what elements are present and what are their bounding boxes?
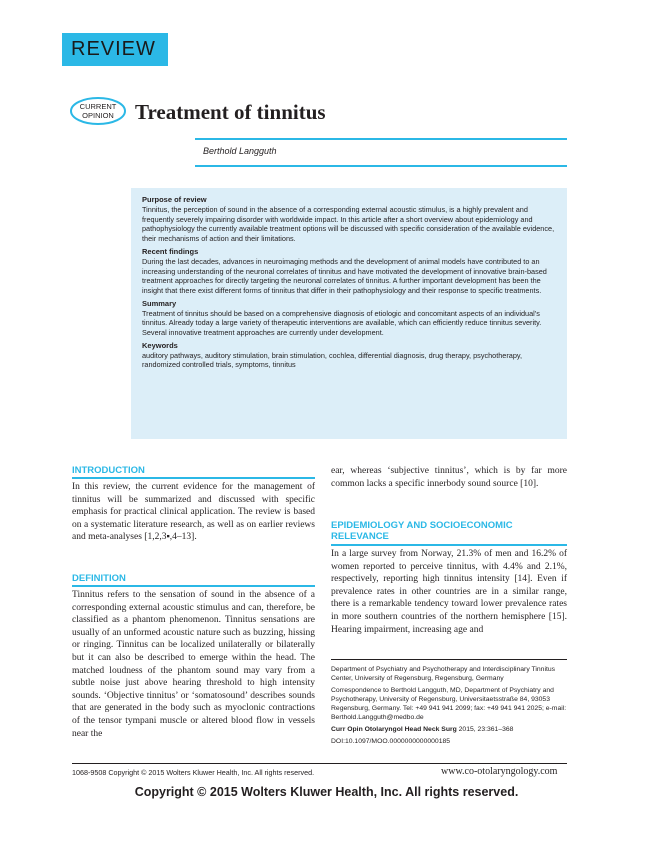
epidemiology-text: In a large survey from Norway, 21.3% of men and 16.2% of women reported to perceive tinnitus, with 4.4% and 2.1%, respectively, reporting high tinnitus intensity [14]. Even if prevalence rates in other countries are in a similar range, there is a remarkable tendency toward lower prevalence rates in more southern countries of the northern hemisphere [15]. Hearing impairment, increasing age and [331, 549, 567, 635]
epidemiology-section [331, 520, 567, 542]
definition-heading: DEFINITION [72, 573, 126, 584]
keywords-heading: Keywords [142, 340, 178, 350]
citation-line [331, 725, 567, 734]
definition-section [72, 573, 315, 584]
affiliation-rule [331, 659, 567, 660]
epidemiology-heading-line2: RELEVANCE [331, 531, 389, 542]
section-tab: REVIEW [62, 33, 168, 66]
abstract-box [131, 188, 567, 439]
epidemiology-heading-rule [331, 544, 567, 546]
intro-text: In this review, the current evidence for the management of tinnitus will be summarized and discussed with specific emphasis for practical clinical application. The review is based on a systematic literature research, as well as on earlier reviews and meta-analyses [1,2,3▪,4–13]. [72, 482, 315, 543]
current-opinion-logo [69, 96, 127, 126]
citation-text: 2015, 23:361–368 [456, 726, 514, 733]
purpose-heading: Purpose of review [142, 195, 207, 204]
doi-text: DOI:10.1097/MOO.0000000000000185 [331, 738, 451, 745]
definition-text: Tinnitus refers to the sensation of sound in the absence of a corresponding external acoustic stimulus and can, therefore, be classified as a phantom phenomenon. Tinnitus sensations are usually of an unformed acoustic nature such as buzzing, hissing or ringing. Tinnitus can be localized unilaterally or bilaterally but it can also be described to emerge within the head. The matched loudness of the phantom sound may vary from a subtle noise just above hearing threshold to high intensity sounds. ‘Objective tinnitus’ or ‘somatosound’ describes sounds that are generated in the body such as myoclonic contractions of the tensor tympani muscle or altered blood flow in vessels near the [72, 590, 315, 739]
footer-copyright: 1068-9508 Copyright © 2015 Wolters Kluwer Health, Inc. All rights reserved. [72, 768, 315, 777]
epidemiology-heading-line1: EPIDEMIOLOGY AND SOCIOECONOMIC [331, 520, 513, 531]
column2-continuation [331, 465, 567, 490]
logo-text-current: CURRENT [79, 102, 117, 111]
keywords-text: auditory pathways, auditory stimulation, brain stimulation, cochlea, differential diagnosis, drug therapy, psychotherapy, randomized controlled trials, symptoms, tinnitus [142, 350, 523, 370]
summary-text: Treatment of tinnitus should be based on a comprehensive diagnosis of etiologic and concomitant aspects of an individual’s tinnitus. Already today a large variety of therapeutic interventions are available, which can efficiently reduce tinnitus severity. Several innovative treatment approaches are currently under development. [142, 308, 542, 338]
epidemiology-body [331, 548, 567, 636]
department-text: Department of Psychiatry and Psychotherapy and Interdisciplinary Tinnitus Center, University of Regensburg, Regensburg, Germany [331, 666, 556, 682]
title-rule [195, 138, 567, 140]
continuation-text: ear, whereas ‘subjective tinnitus’, which is by far more common lacks a specific innerbody sound source [10]. [331, 466, 567, 489]
author-name: Berthold Langguth [203, 146, 277, 156]
footer-rule [72, 763, 567, 764]
author-rule [195, 165, 567, 167]
definition-heading-rule [72, 585, 315, 587]
copyright-watermark: Copyright © 2015 Wolters Kluwer Health, Inc. All rights reserved. [134, 785, 519, 799]
definition-body [72, 589, 315, 740]
intro-heading: INTRODUCTION [72, 465, 145, 476]
summary-heading: Summary [142, 298, 177, 308]
journal-name: Curr Opin Otolaryngol Head Neck Surg [331, 726, 457, 733]
footer-website[interactable]: www.co-otolaryngology.com [441, 766, 558, 777]
logo-text-opinion: OPINION [82, 111, 114, 120]
purpose-text: Tinnitus, the perception of sound in the absence of a corresponding external acoustic stimulus, is a highly prevalent and frequently severely impairing disorder with worldwide impact. In this article after a short overview about epidemiology and pathophysiology the currently available treatment options will be discussed with specific consideration of the available evidence, their mechanisms of action and their limitations. [142, 205, 555, 244]
article-title: Treatment of tinnitus [135, 100, 326, 124]
affiliation-block [331, 665, 567, 749]
correspondence-text: Correspondence to Berthold Langguth, MD, Department of Psychiatry and Psychotherapy, University of Regensburg, Universitaetsstraße 84, 93053 Regensburg, Germany. Tel: +49 941 941 2099; fax: +49 941 941 2025; e-mail: Berthold.Langguth@medbo.de [331, 687, 567, 721]
findings-heading: Recent findings [142, 246, 199, 256]
intro-section [72, 465, 315, 476]
intro-body [72, 481, 315, 544]
intro-heading-rule [72, 477, 315, 479]
findings-text: During the last decades, advances in neuroimaging methods and the development of animal models have contributed to an increasing understanding of the neuronal correlates of tinnitus and have motivated the development of innovative brain-based treatment approaches for directly targeting the neuronal correlates of tinnitus. A further important development has been the insight that there exist different forms of tinnitus that differ in their pathophysiology and their response to specific treatments. [142, 256, 547, 295]
